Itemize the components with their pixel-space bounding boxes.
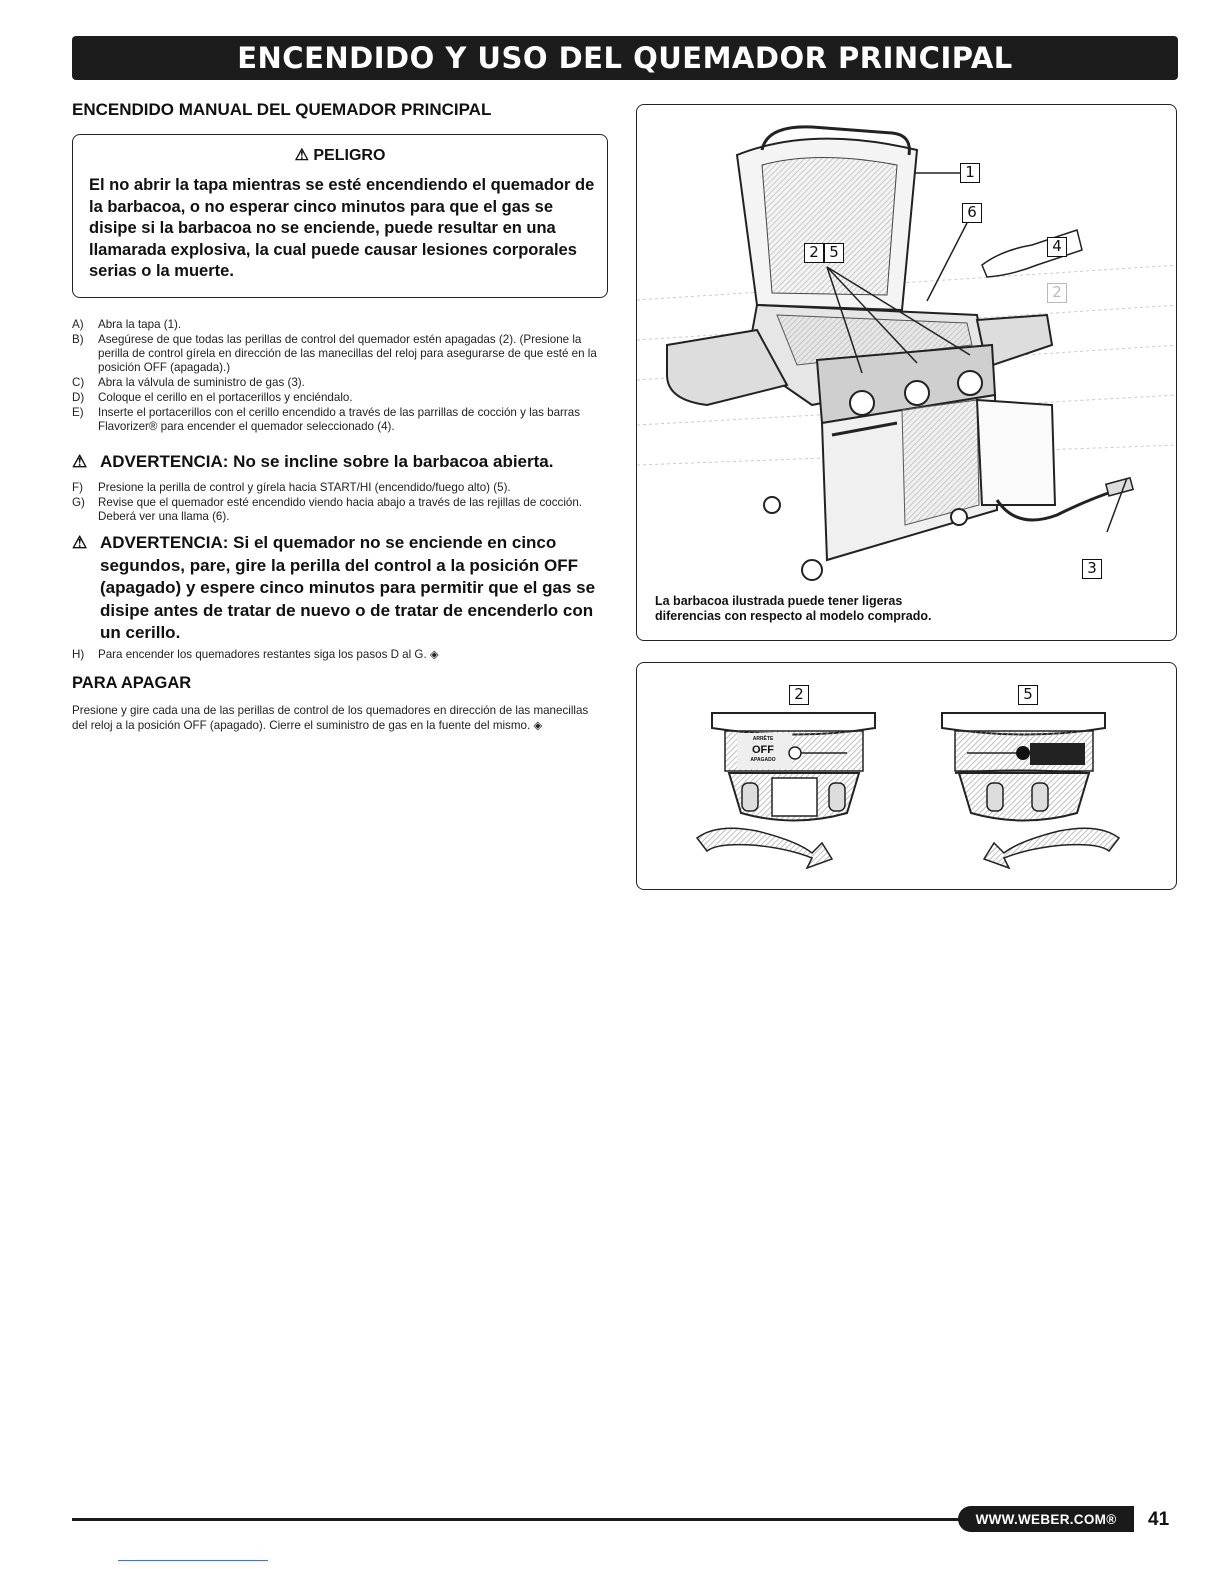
list-item: C) Abra la válvula de suministro de gas (3). [72, 376, 305, 389]
warning-icon: ⚠ [72, 533, 88, 552]
callout-3: 3 [1082, 559, 1102, 579]
list-item: H) Para encender los quemadores restantes siga los pasos D al G. ◈ [72, 648, 439, 661]
grill-illustration [637, 105, 1177, 585]
list-item: B) Asegúrese de que todas las perillas de control del quemador estén apagadas (2). (Presione la perilla de control gírela en dirección de las manecillas del reloj para asegurarse de que esté en la posición OFF (apagada).) [72, 333, 597, 374]
turn-off-text: Presione y gire cada una de las perillas de control de los quemadores en dirección de las manecillas del reloj a la posición OFF (apagado). Cierre el suministro de gas en la fuente del mismo. ◈ [72, 704, 589, 732]
page-number: 41 [1148, 1509, 1170, 1530]
callout-6: 6 [962, 203, 982, 223]
caption-line-2: diferencias con respecto al modelo comprado. [655, 609, 932, 623]
figure-caption [655, 594, 931, 624]
warning-text: ADVERTENCIA: No se incline sobre la barbacoa abierta. [100, 452, 554, 471]
manual-lighting-heading: ENCENDIDO MANUAL DEL QUEMADOR PRINCIPAL [72, 100, 492, 119]
danger-text: El no abrir la tapa mientras se esté encendiendo el quemador de la barbacoa, o no esperar cinco minutos para que el gas se disipe si la barbacoa no se enciende, puede resultar en una llamarada explosiva, la cual puede causar lesiones corporales serias o la muerte. [89, 176, 595, 280]
callout-2: 2 [804, 243, 824, 263]
steps-list-h [72, 648, 612, 663]
callout-4: 4 [1047, 237, 1067, 257]
warning-no-ignite [72, 532, 612, 645]
list-item: F) Presione la perilla de control y gírela hacia START/HI (encendido/fuego alto) (5). [72, 481, 511, 494]
callout-5: 5 [824, 243, 844, 263]
warning-lean [72, 452, 612, 472]
knob-figure [636, 662, 1177, 890]
callout-2-faded: 2 [1047, 283, 1067, 303]
danger-box [72, 134, 608, 298]
turn-off-heading: PARA APAGAR [72, 674, 192, 692]
callout-5: 5 [1018, 685, 1038, 705]
knob-label-bottom: APAGADO [750, 757, 776, 763]
knob-label-off: OFF [752, 744, 774, 756]
list-item: A) Abra la tapa (1). [72, 318, 182, 331]
knob-illustration [637, 663, 1177, 890]
warning-text: ADVERTENCIA: Si el quemador no se enciende en cinco segundos, pare, gire la perilla del control a la posición OFF (apagado) y espere cinco minutos para permitir que el gas se disipe antes de tratar de nuevo o de tratar de encenderlo con un cerillo. [100, 533, 596, 642]
steps-list-f-g [72, 481, 612, 525]
list-item: D) Coloque el cerillo en el portacerillos y enciéndalo. [72, 391, 353, 404]
divider [118, 1560, 268, 1561]
footer-url-badge [958, 1506, 1134, 1532]
warning-icon: ⚠ [72, 452, 88, 471]
banner-title: ENCENDIDO Y USO DEL QUEMADOR PRINCIPAL [237, 41, 1013, 75]
grill-figure [636, 104, 1177, 641]
callout-2: 2 [789, 685, 809, 705]
caption-line-1: La barbacoa ilustrada puede tener ligeras [655, 594, 903, 608]
page-banner [72, 36, 1178, 80]
danger-title: ⚠ PELIGRO [294, 147, 386, 164]
footer-url: WWW.WEBER.COM® [975, 1511, 1117, 1527]
callout-1: 1 [960, 163, 980, 183]
steps-list-a-e [72, 318, 612, 435]
list-item: E) Inserte el portacerillos con el cerillo encendido a través de las parrillas de cocción y las barras Flavorizer® para encender el quemador seleccionado (4). [72, 406, 581, 433]
list-item: G) Revise que el quemador esté encendido viendo hacia abajo a través de las rejillas de cocción. Deberá ver una llama (6). [72, 496, 583, 523]
knob-label-top: ARRÊTE [752, 736, 774, 742]
